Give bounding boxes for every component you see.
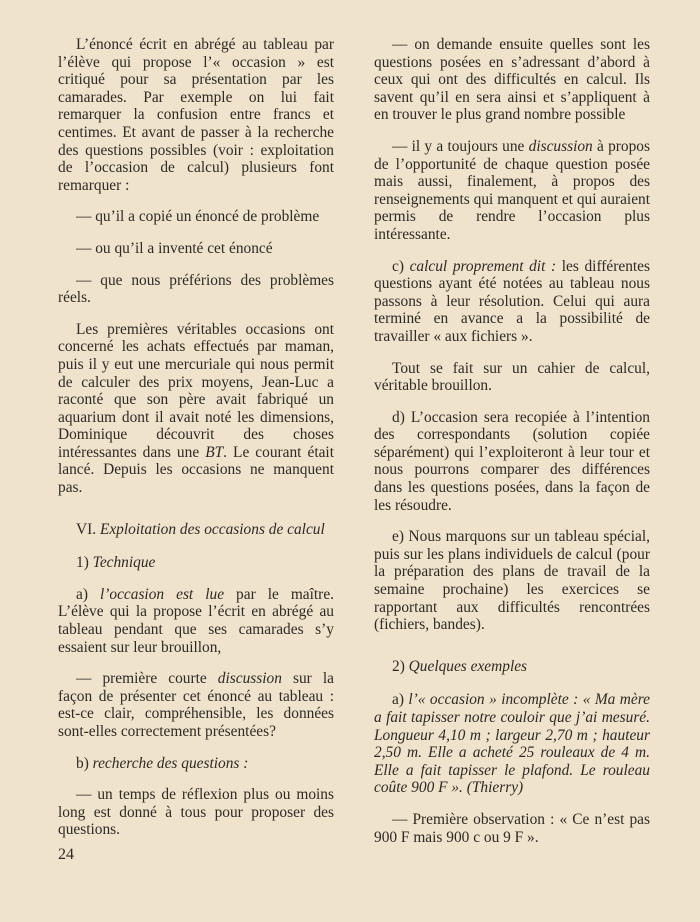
paragraph <box>58 36 334 194</box>
page-number: 24 <box>58 846 74 863</box>
italic-text: BT <box>205 443 224 461</box>
text-run: les différentes questions ayant été notées au tableau nous passons à leur résolution. Celui qui aura terminé en avance a la possibilité de travailler « aux fichiers ». <box>374 257 650 345</box>
paragraph <box>374 691 650 797</box>
paragraph <box>374 138 650 244</box>
text-run: — première courte <box>76 670 218 688</box>
section-heading <box>374 658 650 676</box>
paragraph <box>374 528 650 634</box>
paragraph <box>374 409 650 515</box>
text-run: — que nous préférions des problèmes réels. <box>58 271 334 307</box>
text-run: à propos de l’opportunité de chaque question posée mais aussi, finalement, à propos des renseignements qui manquent et qui auraient permis de rendre l’occasion plus intéressante. <box>374 137 650 243</box>
text-run: VI. <box>76 520 100 538</box>
text-run: . Le courant était lancé. Depuis les occasions ne manquent pas. <box>58 443 334 497</box>
text-run: a) <box>392 691 409 709</box>
text-run: a) <box>76 585 100 603</box>
italic-text: Exploitation des occasions de calcul <box>99 520 325 538</box>
italic-text: Technique <box>92 554 156 572</box>
text-run: L’énoncé écrit en abrégé au tableau par l’élève qui propose l’« occasion » est critiqué pour sa présentation par les camarades. Par exemple on lui fait remarquer la confusion entre francs et centimes. Et avant de passer à la recherche des questions possibles (voir : exploitation de l’occasion de calcul) plusieurs font remarquer : <box>58 36 334 194</box>
paragraph <box>58 786 334 839</box>
text-run: — un temps de réflexion plus ou moins long est donné à tous pour proposer des questions. <box>58 786 334 839</box>
paragraph <box>58 554 334 572</box>
paragraph <box>374 36 650 124</box>
text-run: — il y a toujours une <box>392 137 529 155</box>
italic-text: discussion <box>217 670 282 688</box>
text-run: par le maître. L’élève qui la propose l’écrit en abrégé au tableau pendant que ses camarades s’y essaient sur leur brouillon, <box>58 585 334 656</box>
italic-text: calcul proprement dit : <box>409 257 557 275</box>
text-run: sur la façon de présenter cet énoncé au tableau : est-ce clair, compréhensible, les données sont-elles correctement présentées? <box>58 670 334 740</box>
italic-text: discussion <box>528 137 593 155</box>
paragraph <box>58 321 334 497</box>
italic-text: Quelques exemples <box>408 657 528 675</box>
text-run: — qu’il a copié un énoncé de problème <box>76 208 320 226</box>
left-column <box>58 36 334 853</box>
text-run: d) L’occasion sera recopiée à l’intention des correspondants (solution copiée séparément) qui l’exploiteront à leur tour et nous pourrons comparer des différences dans les questions posées, dans la façon de les résoudre. <box>374 408 650 514</box>
text-run: 1) <box>76 554 93 572</box>
paragraph <box>58 755 334 773</box>
italic-text: l’« occasion » incomplète : « Ma mère a fait tapisser notre couloir que j’ai mesuré. Longueur 4,10 m ; largeur 2,70 m ; hauteur 2,50 m. Elle a acheté 25 rouleaux de 4 m. Elle a fait tapisser le plafond. Le rouleau coûte 900 F ». (Thierry) <box>374 691 650 797</box>
section-heading <box>58 521 334 539</box>
paragraph <box>58 240 334 258</box>
paragraph <box>58 586 334 656</box>
paragraph <box>374 811 650 846</box>
paragraph <box>374 360 650 395</box>
text-run: b) <box>76 754 93 772</box>
text-run: Les premières véritables occasions ont concerné les achats effectués par maman, puis il y eut une mercuriale qui nous permit de calculer des prix moyens, Jean-Luc a raconté que son père avait fabriqué un aquarium dont il avait noté les dimensions, Dominique découvrit des choses intéressantes dans une <box>58 320 334 461</box>
paragraph <box>58 670 334 740</box>
text-run: — Première observation : « Ce n’est pas 900 F mais 900 c ou 9 F ». <box>374 810 650 846</box>
text-run: — on demande ensuite quelles sont les questions posées en s’adressant d’abord à ceux qui ont des difficultés en calcul. Ils savent qu’il en sera ainsi et s’appliquent à en trouver le plus grand nombre possible <box>374 36 650 124</box>
italic-text: recherche des questions : <box>92 754 249 772</box>
text-run: — ou qu’il a inventé cet énoncé <box>76 239 273 257</box>
text-run: e) Nous marquons sur un tableau spécial, puis sur les plans individuels de calcul (pour la préparation des plans de travail de la semaine prochaine) les exercices se rapportant aux difficultés rencontrées (fichiers, bandes). <box>374 528 650 634</box>
text-run: 2) <box>392 657 409 675</box>
paragraph <box>374 258 650 346</box>
right-column <box>374 36 650 860</box>
text-run: Tout se fait sur un cahier de calcul, véritable brouillon. <box>374 359 650 395</box>
italic-text: l’occasion est lue <box>99 585 225 603</box>
paragraph <box>58 272 334 307</box>
paragraph <box>58 208 334 226</box>
text-run: c) <box>392 257 410 275</box>
